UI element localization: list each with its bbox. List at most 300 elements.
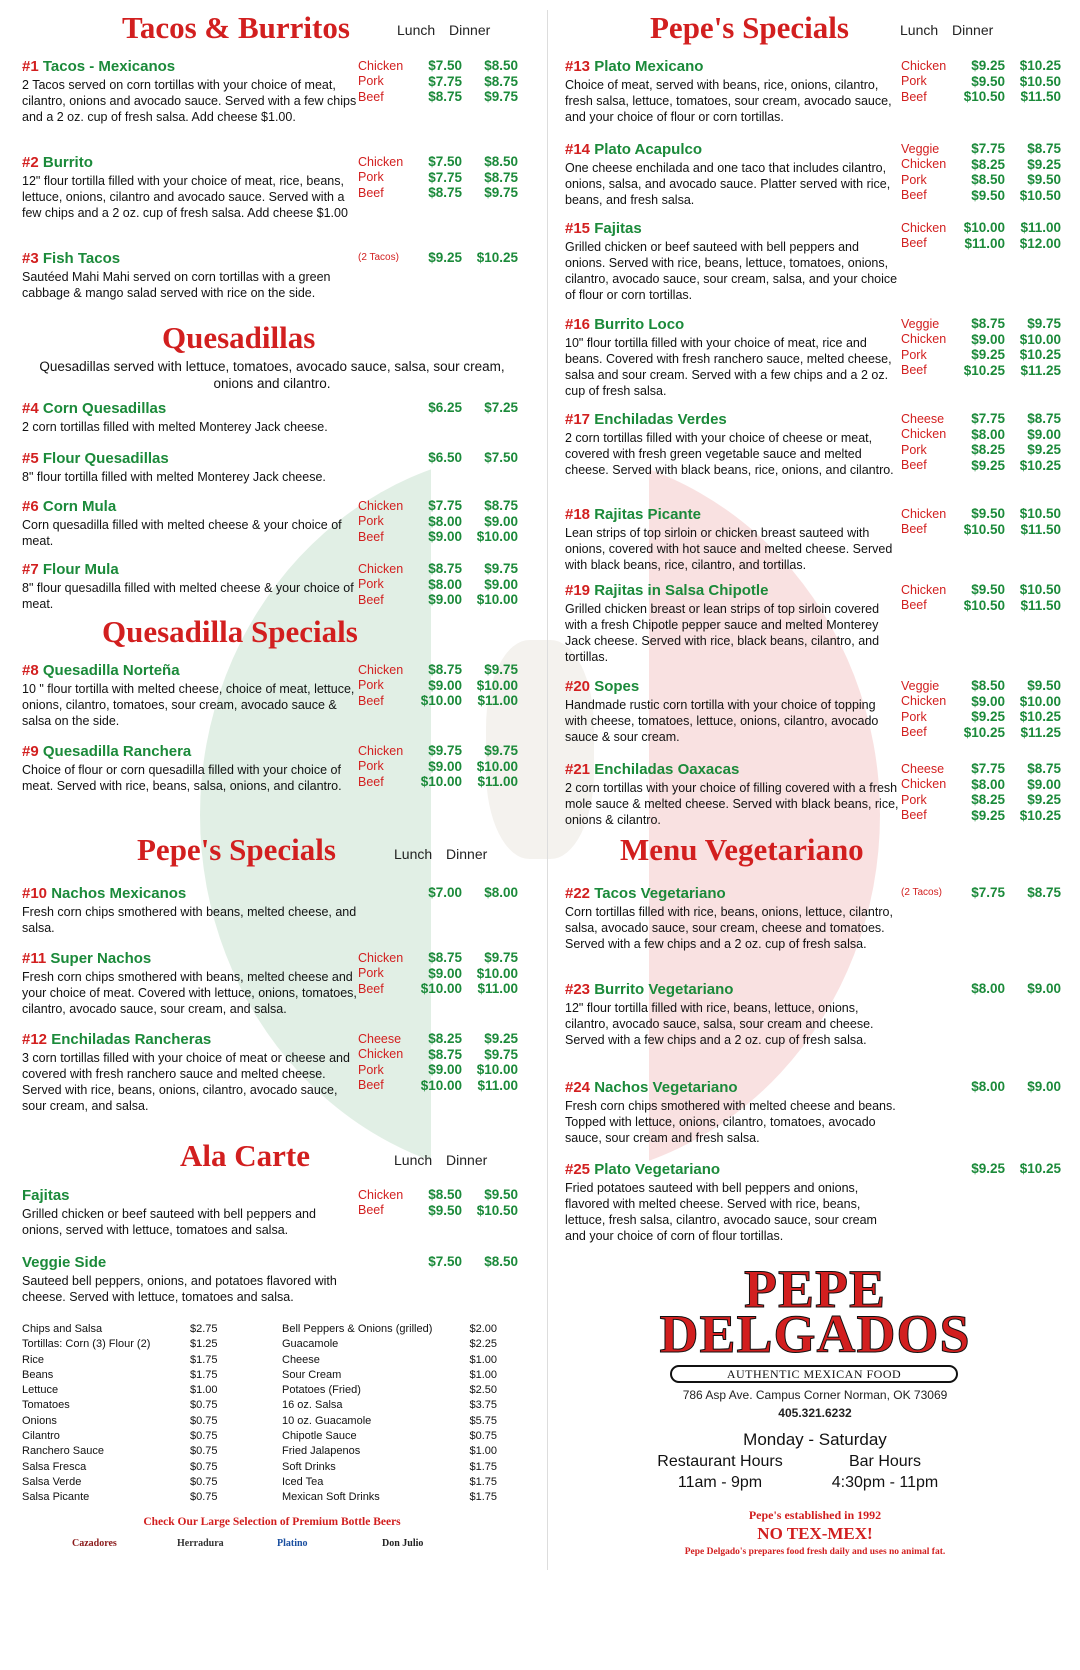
menu-item — [565, 1079, 1065, 1146]
price-table — [358, 662, 518, 709]
section-title: Pepe's Specials — [650, 10, 849, 45]
price-row — [901, 157, 1061, 173]
item-description: Grilled chicken or beef sauteed with bell peppers and onions. Served with rice, beans, lettuce, tomatoes, onions, cilantro, avocado sauce, sour cream, salsa, and your choice of flour or corn tortillas. — [565, 240, 898, 302]
side-item — [282, 1322, 497, 1337]
menu-item — [565, 678, 1065, 745]
meat-option: Chicken — [901, 332, 947, 347]
side-name: Fried Jalapenos — [282, 1445, 361, 1458]
price-table — [901, 220, 1061, 251]
dinner-price: $10.25 — [1019, 709, 1061, 725]
meat-option: Chicken — [358, 950, 404, 965]
menu-item — [22, 450, 522, 485]
price-row — [901, 709, 1061, 725]
lunch-price: $9.00 — [428, 1062, 462, 1078]
price-table — [358, 1254, 518, 1270]
lunch-price: $9.25 — [971, 457, 1005, 473]
bar-hours: Bar Hours 4:30pm - 11pm — [831, 1453, 939, 1491]
section-title: Quesadillas — [162, 320, 316, 355]
dinner-price: $9.25 — [1027, 792, 1061, 808]
meat-option: Beef — [358, 89, 384, 104]
lunch-price: $10.25 — [963, 362, 1005, 378]
price-table — [358, 885, 518, 901]
price-row — [358, 450, 518, 466]
meat-option: Pork — [358, 514, 384, 529]
dinner-price: $9.50 — [1027, 678, 1061, 694]
item-description: Grilled chicken breast or lean strips of top sirloin covered with a fresh Chipotle pepper sauce and melted Monterey Jack cheese. Served with rice, black beans, cilantro, and tortillas. — [565, 602, 880, 664]
section-header-quesadillas — [22, 320, 522, 360]
item-number: #25 — [565, 1161, 591, 1178]
price-row — [358, 529, 518, 545]
meat-option: Beef — [358, 1203, 384, 1218]
item-number: #15 — [565, 220, 591, 237]
section-title: Tacos & Burritos — [122, 10, 350, 45]
item-title: Enchiladas Rancheras — [51, 1031, 212, 1048]
item-title: Burrito Vegetariano — [594, 981, 734, 998]
meat-option: Pork — [901, 442, 927, 457]
item-description: Fresh corn chips smothered with beans, melted cheese and your choice of meat. Covered with lettuce, onions, tomatoes, cilantro, avocado sauce, sour cream, and salsa. — [22, 970, 357, 1016]
price-row — [901, 89, 1061, 105]
item-number: #14 — [565, 141, 591, 158]
item-title: Flour Mula — [42, 561, 119, 578]
item-description: Corn tortillas filled with rice, beans, onions, lettuce, cilantro, salsa, avocado sauce, sour cream, cheese and tomatoes. Served with a few chips and a 2 oz. cup of fresh salsa. — [565, 905, 893, 951]
menu-item — [565, 761, 1065, 828]
lunch-price: $9.50 — [971, 506, 1005, 522]
side-price: $1.75 — [190, 1353, 218, 1366]
side-name: Cilantro — [22, 1430, 60, 1443]
lunch-price: $7.50 — [428, 154, 462, 170]
section-title: Pepe's Specials — [137, 832, 336, 867]
price-row — [358, 885, 518, 901]
side-price: $1.00 — [469, 1353, 497, 1366]
dinner-price: $9.75 — [484, 662, 518, 678]
side-price: $1.75 — [469, 1475, 497, 1488]
item-description: 8" flour quesadilla filled with melted cheese & your choice of meat. — [22, 581, 354, 611]
lunch-price: $9.00 — [428, 677, 462, 693]
lunch-price: $7.75 — [428, 498, 462, 514]
meat-option: Cheese — [901, 411, 945, 426]
meat-option: Chicken — [901, 427, 947, 442]
item-title: Flour Quesadillas — [42, 450, 169, 467]
price-table — [901, 885, 1061, 901]
price-row — [358, 774, 518, 790]
lunch-price: $8.50 — [971, 678, 1005, 694]
price-row — [901, 236, 1061, 252]
dinner-price: $9.00 — [1027, 426, 1061, 442]
meat-option: Beef — [901, 458, 927, 473]
meat-option: Chicken — [901, 58, 947, 73]
item-title: Tacos Vegetariano — [594, 885, 726, 902]
lunch-price: $8.25 — [971, 156, 1005, 172]
dinner-price: $11.50 — [1020, 597, 1061, 613]
meat-option: Beef — [901, 188, 927, 203]
lunch-price: $8.25 — [971, 442, 1005, 458]
meat-option: Beef — [901, 236, 927, 251]
price-row — [358, 250, 518, 266]
lunch-price: $7.75 — [971, 141, 1005, 157]
dinner-price: $9.75 — [484, 185, 518, 201]
item-description: Lean strips of top sirloin or chicken breast sauteed with onions, covered with hot sauce and melted cheese. Served with black beans, rice, cilantro, and tortillas. — [565, 526, 893, 572]
item-title: Rajitas in Salsa Chipotle — [594, 582, 769, 599]
item-title: Rajitas Picante — [594, 506, 701, 523]
item-description: Handmade rustic corn tortilla with your choice of topping with cheese, tomatoes, lettuce, onions, cilantro, avocado sauce & sour cream. — [565, 698, 879, 744]
dinner-price: $10.00 — [476, 1062, 518, 1078]
lunch-price: $8.00 — [971, 426, 1005, 442]
dinner-price: $10.25 — [476, 250, 518, 266]
dinner-price: $8.00 — [484, 885, 518, 901]
lunch-price: $9.00 — [428, 592, 462, 608]
price-row — [358, 1187, 518, 1203]
dinner-price: $8.75 — [1027, 141, 1061, 157]
side-item — [282, 1383, 497, 1398]
dinner-price: $10.50 — [1019, 187, 1061, 203]
section-header-menu-vegetariano — [565, 832, 1065, 872]
dinner-price: $9.75 — [484, 561, 518, 577]
side-item — [282, 1414, 497, 1429]
dinner-price: $12.00 — [1019, 235, 1061, 251]
price-row — [358, 1254, 518, 1270]
dinner-price: $10.00 — [476, 592, 518, 608]
price-row — [358, 693, 518, 709]
item-title: Veggie Side — [22, 1254, 107, 1271]
section-subtitle: Quesadillas served with lettuce, tomatoes, avocado sauce, salsa, sour cream, onions and cilantro. — [39, 359, 505, 391]
side-item — [22, 1322, 250, 1337]
dinner-price: $7.25 — [484, 400, 518, 416]
side-price: $2.00 — [469, 1323, 497, 1335]
price-table — [358, 58, 518, 105]
beers-note: Check Our Large Selection of Premium Bottle Beers — [143, 1516, 401, 1528]
dinner-price: $8.50 — [484, 154, 518, 170]
price-row — [358, 400, 518, 416]
column-divider — [547, 10, 548, 1570]
item-description: 2 corn tortillas with your choice of filling covered with a fresh mole sauce & melted cheese. Served with black beans, rice, onions & cilantro. — [565, 781, 899, 827]
side-name: Cheese — [282, 1353, 320, 1366]
item-number: #9 — [22, 743, 39, 760]
item-description: Sautéed Mahi Mahi served on corn tortillas with a green cabbage & mango salad served with rice on the side. — [22, 270, 331, 300]
item-number: #17 — [565, 411, 591, 428]
side-name: Beans — [22, 1368, 54, 1381]
meat-option: Beef — [358, 592, 384, 607]
meat-option: (2 Tacos) — [901, 887, 942, 899]
meat-option: Chicken — [358, 498, 404, 513]
dinner-price: $10.00 — [1019, 331, 1061, 347]
item-title: Corn Mula — [42, 498, 117, 515]
side-name: Tortillas: Corn (3) Flour (2) — [22, 1338, 151, 1351]
meat-option: Chicken — [358, 561, 404, 576]
dinner-price: $8.50 — [484, 1254, 518, 1270]
section-title: Ala Carte — [180, 1138, 310, 1173]
item-title: Quesadilla Ranchera — [42, 743, 192, 760]
item-number: #21 — [565, 761, 591, 778]
item-number: #5 — [22, 450, 39, 467]
lunch-price: $10.50 — [963, 521, 1005, 537]
price-table — [901, 1161, 1061, 1177]
item-description: Fresh corn chips smothered with beans, melted cheese, and salsa. — [22, 905, 357, 935]
meat-option: Cheese — [901, 761, 945, 776]
price-row — [901, 678, 1061, 694]
meat-option: Beef — [358, 981, 384, 996]
dinner-price: $7.50 — [484, 450, 518, 466]
price-row — [901, 1079, 1061, 1095]
item-description: 8" flour tortilla filled with melted Monterey Jack cheese. — [22, 470, 326, 484]
item-description: 12" flour tortilla filled with rice, beans, lettuce, onions, cilantro, avocado sauce, salsa, sour cream and cheese. Served with a few chips and a 2 oz. cup of fresh salsa. — [565, 1001, 874, 1047]
meat-option: Chicken — [358, 58, 404, 73]
side-name: Mexican Soft Drinks — [282, 1491, 380, 1504]
meat-option: Veggie — [901, 316, 940, 331]
price-row — [358, 1062, 518, 1078]
item-number: #8 — [22, 662, 39, 679]
menu-item — [22, 885, 522, 936]
lunch-price: $9.00 — [971, 331, 1005, 347]
side-price: $0.75 — [190, 1460, 218, 1473]
logo-tagline: AUTHENTIC MEXICAN FOOD — [670, 1365, 958, 1383]
side-price: $1.75 — [469, 1491, 497, 1504]
lunch-price: $10.00 — [420, 1077, 462, 1093]
item-title: Tacos - Mexicanos — [42, 58, 176, 75]
side-name: 10 oz. Guacamole — [282, 1414, 372, 1427]
price-row — [901, 74, 1061, 90]
price-row — [901, 411, 1061, 427]
item-number: #19 — [565, 582, 591, 599]
meat-option: Pork — [358, 759, 384, 774]
dinner-price: $10.00 — [476, 758, 518, 774]
side-name: Salsa Picante — [22, 1491, 90, 1504]
menu-item — [22, 400, 522, 435]
price-row — [901, 582, 1061, 598]
side-price: $1.00 — [190, 1384, 218, 1397]
price-row — [358, 966, 518, 982]
item-number: #10 — [22, 885, 48, 902]
menu-item — [565, 981, 1065, 1048]
logo-line-2: DELGADOS — [659, 1304, 971, 1364]
lunch-price: $8.25 — [971, 792, 1005, 808]
lunch-price: $8.00 — [971, 1079, 1005, 1095]
lunch-price: $8.00 — [971, 776, 1005, 792]
lunch-price: $10.50 — [963, 597, 1005, 613]
dinner-price: $10.50 — [1019, 73, 1061, 89]
meat-option: Pork — [901, 709, 927, 724]
item-number: #12 — [22, 1031, 48, 1048]
price-table — [901, 506, 1061, 537]
side-item — [22, 1414, 250, 1429]
dinner-price: $10.25 — [1019, 1161, 1061, 1177]
item-description: Choice of meat, served with beans, rice, onions, cilantro, fresh salsa, lettuce, tomatoes, sour cream, avocado sauce, and your choice of flour or corn tortillas. — [565, 78, 892, 124]
side-name: 16 oz. Salsa — [282, 1399, 343, 1412]
price-table — [901, 1079, 1061, 1095]
dinner-price: $10.25 — [1019, 347, 1061, 363]
price-row — [358, 1203, 518, 1219]
lunch-price: $10.00 — [420, 774, 462, 790]
price-row — [358, 950, 518, 966]
lunch-price: $8.00 — [428, 576, 462, 592]
menu-item — [565, 1161, 1065, 1244]
meat-option: Chicken — [901, 694, 947, 709]
item-description: 3 corn tortillas filled with your choice of meat or cheese and covered with fresh ranchero sauce and melted cheese. Served with rice, beans, onions, cilantro, avocado sauce, sour cream, and salsa. — [22, 1051, 350, 1113]
dinner-price: $9.75 — [1027, 316, 1061, 332]
item-title: Burrito — [42, 154, 93, 171]
meat-option: Chicken — [901, 220, 947, 235]
lunch-price: $8.50 — [428, 1187, 462, 1203]
meat-option: Pork — [358, 1062, 384, 1077]
menu-item — [565, 316, 1065, 399]
meat-option: Chicken — [358, 743, 404, 758]
side-name: Chips and Salsa — [22, 1323, 103, 1335]
dinner-price: $10.00 — [1019, 693, 1061, 709]
menu-item — [22, 561, 522, 612]
lunch-price: $9.00 — [428, 529, 462, 545]
dinner-price: $10.25 — [1019, 58, 1061, 74]
side-name: Sour Cream — [282, 1368, 342, 1381]
dinner-price: $10.50 — [476, 1202, 518, 1218]
side-name: Onions — [22, 1414, 57, 1427]
menu-item — [22, 1187, 522, 1238]
lunch-price: $7.50 — [428, 58, 462, 74]
meat-option: Beef — [358, 774, 384, 789]
price-table — [358, 154, 518, 201]
price-row — [358, 743, 518, 759]
item-title: Super Nachos — [50, 950, 152, 967]
side-price: $0.75 — [190, 1475, 218, 1488]
dinner-price: $9.25 — [1027, 442, 1061, 458]
item-title: Plato Mexicano — [594, 58, 704, 75]
side-name: Ranchero Sauce — [22, 1445, 104, 1458]
price-table — [358, 743, 518, 790]
item-description: Fried potatoes sauteed with bell peppers and onions, flavored with melted cheese. Served with rice, beans, lettuce, fresh salsa, cilantro, avocado sauce, sour cream and your choice of corn of flour tortillas. — [565, 1181, 877, 1243]
side-item — [282, 1444, 497, 1459]
dinner-price: $11.50 — [1020, 89, 1061, 105]
item-title: Fish Tacos — [42, 250, 121, 267]
side-price: $1.00 — [469, 1445, 497, 1458]
dinner-price: $10.00 — [476, 677, 518, 693]
price-row — [901, 694, 1061, 710]
side-name: Bell Peppers & Onions (grilled) — [282, 1323, 433, 1335]
price-table — [358, 450, 518, 466]
lunch-price: $9.25 — [971, 807, 1005, 823]
lunch-price: $8.25 — [428, 1031, 462, 1047]
meat-option: Beef — [901, 808, 927, 823]
price-row — [901, 332, 1061, 348]
dinner-price: $9.00 — [1027, 981, 1061, 997]
item-title: Fajitas — [594, 220, 642, 237]
lunch-price: $7.75 — [971, 885, 1005, 901]
address: 786 Asp Ave. Campus Corner Norman, OK 73069 — [682, 1388, 948, 1402]
lunch-price: $9.25 — [971, 58, 1005, 74]
side-name: Salsa Fresca — [22, 1460, 87, 1473]
lunch-price: $9.75 — [428, 743, 462, 759]
lunch-price: $10.50 — [963, 89, 1005, 105]
item-title: Quesadilla Norteña — [42, 662, 180, 679]
price-row — [901, 761, 1061, 777]
side-item — [282, 1398, 497, 1413]
lunch-price: $9.25 — [971, 347, 1005, 363]
section-header-pepes-specials-left — [22, 832, 522, 872]
item-title: Burrito Loco — [594, 316, 685, 333]
dinner-price: $11.00 — [477, 981, 518, 997]
lunch-price: $8.00 — [428, 513, 462, 529]
item-description: Choice of flour or corn quesadilla filled with your choice of meat. Served with rice, beans, salsa, onions, and cilantro. — [22, 763, 342, 793]
price-table — [901, 761, 1061, 823]
side-item — [282, 1368, 497, 1383]
meat-option: Chicken — [901, 582, 947, 597]
price-row — [358, 74, 518, 90]
side-item — [282, 1460, 497, 1475]
price-table — [901, 316, 1061, 378]
price-row — [358, 678, 518, 694]
meat-option: Beef — [901, 725, 927, 740]
dinner-price: $8.75 — [484, 73, 518, 89]
meat-option: Pork — [358, 678, 384, 693]
price-row — [901, 885, 1061, 901]
phone-number: 405.321.6232 — [778, 1406, 852, 1420]
side-item — [22, 1337, 250, 1352]
price-table — [901, 981, 1061, 997]
item-number: #6 — [22, 498, 39, 515]
item-title: Plato Vegetariano — [594, 1161, 721, 1178]
dinner-price: $9.75 — [484, 743, 518, 759]
price-row — [901, 506, 1061, 522]
item-number: #11 — [22, 950, 47, 967]
item-title: Corn Quesadillas — [42, 400, 167, 417]
side-price: $5.75 — [469, 1414, 497, 1427]
menu-item — [22, 1031, 522, 1114]
side-item — [282, 1490, 497, 1505]
price-row — [358, 154, 518, 170]
open-days: Monday - Saturday — [743, 1430, 887, 1449]
dinner-price: $9.50 — [1027, 172, 1061, 188]
item-number: #2 — [22, 154, 39, 171]
lunch-price: $9.50 — [971, 187, 1005, 203]
price-row — [901, 808, 1061, 824]
price-row — [358, 498, 518, 514]
side-price: $2.25 — [469, 1338, 497, 1351]
section-header-tacos — [22, 10, 522, 50]
meat-option: Chicken — [901, 157, 947, 172]
dinner-price: $11.25 — [1020, 724, 1061, 740]
dinner-price: $11.00 — [477, 774, 518, 790]
lunch-price: $9.50 — [971, 73, 1005, 89]
dinner-price: $9.75 — [484, 89, 518, 105]
dinner-price: $8.75 — [1027, 761, 1061, 777]
price-row — [358, 58, 518, 74]
lunch-price: $9.25 — [971, 1161, 1005, 1177]
price-row — [358, 1031, 518, 1047]
side-price: $1.25 — [190, 1338, 218, 1351]
item-description: 10" flour tortilla filled with your choice of meat, rice and beans. Covered with fresh ranchero sauce, melted cheese, salsa and sour cream. Served with a few chips and a 2 oz. cup of fresh salsa. — [565, 336, 892, 398]
meat-option: Pork — [901, 172, 927, 187]
meat-option: Chicken — [358, 154, 404, 169]
side-item — [282, 1337, 497, 1352]
item-number: #1 — [22, 58, 39, 75]
side-item — [22, 1444, 250, 1459]
price-row — [901, 220, 1061, 236]
dinner-price: $9.50 — [484, 1187, 518, 1203]
item-description: 2 corn tortillas filled with melted Monterey Jack cheese. — [22, 420, 328, 434]
price-row — [358, 514, 518, 530]
side-price: $0.75 — [190, 1430, 218, 1443]
section-header-ala-carte — [22, 1138, 522, 1178]
dinner-price: $8.75 — [484, 169, 518, 185]
menu-item — [22, 154, 522, 221]
meat-option: Chicken — [901, 777, 947, 792]
price-row — [901, 347, 1061, 363]
side-price: $1.00 — [469, 1368, 497, 1381]
side-item — [282, 1353, 497, 1368]
item-title: Nachos Mexicanos — [51, 885, 187, 902]
side-price: $1.75 — [469, 1460, 497, 1473]
dinner-price: $10.00 — [476, 965, 518, 981]
meat-option: Pork — [358, 966, 384, 981]
item-description: 10 " flour tortilla with melted cheese, choice of meat, lettuce, onions, cilantro, tomatoes, sour cream, avocado sauce & salsa on the side. — [22, 682, 355, 728]
lunch-price: $9.00 — [428, 758, 462, 774]
